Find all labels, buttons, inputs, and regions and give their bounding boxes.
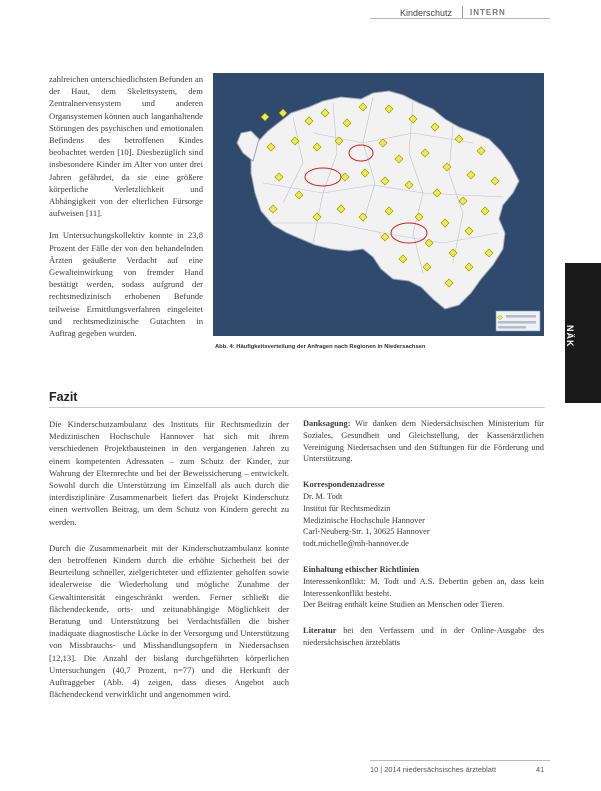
section-title: Fazit	[49, 390, 78, 404]
left-column	[49, 73, 203, 339]
map-legend	[496, 311, 540, 331]
header-separator	[462, 6, 463, 18]
ethics-heading: Einhaltung ethischer Richtlinien	[303, 564, 420, 574]
page-number: 41	[536, 765, 545, 774]
header-rule	[370, 18, 550, 19]
correspondence-line: Institut für Rechtsmedizin	[303, 503, 391, 513]
paragraph: Die Kinderschutzambulanz des Instituts für Rechtsmedizin der Medizinischen Hochschule Hannover hat sich mit ihrem verschiedenen Projektbausteinen in den vergangenen Jahren zu einem kompetenten Adressaten – zum Schutz der Kinder, zur Wahrung der Elternrechte und bei der Beweissicherung – entwickelt. Sowohl durch die Unterstützung im Einzelfall als auch durch die interdisziplinäre Zusammenarbeit liefert das Projekt Kinderschutz einen wertvollen Beitrag, um dem Schutz von Kindern gerecht zu werden.	[49, 419, 289, 527]
section-rule	[49, 407, 545, 408]
acknowledgement-text: Wir danken dem Niedersächsischen Ministerium für Soziales, Gesundheit und Gleichstellung, der Kassenärztlichen Vereinigung Niedersachsen und den Stiftungen für die Förderung und Unterstützung.	[303, 419, 544, 464]
ethics-text: Interessenkonflikt: M. Todt und A.S. Debertin geben an, dass kein Interessenkonflikt besteht.	[303, 576, 544, 598]
correspondence-email: todt.michelle@mh-hannover.de	[303, 539, 409, 549]
section-badge: INTERN	[470, 8, 506, 17]
right-column	[303, 418, 544, 649]
side-tab	[565, 263, 601, 403]
correspondence-heading: Korrespondenzadresse	[303, 480, 385, 490]
running-title: Kinderschutz	[400, 8, 453, 18]
map-figure	[213, 73, 544, 336]
paragraph: Im Untersuchungskollektiv konnte in 23,8 Prozent der Fälle der von den behandelnden Ärzten geäußerte Verdacht auf eine Gewalteinwirkung von fremder Hand bestätigt werden, sodass aufgrund der rechtsmedizinisch erhobenen Befunde teilweise Ermittlungsverfahren eingeleitet und rechtsmedizinische Gutachten in Auftrag gegeben wurden.	[49, 230, 203, 339]
correspondence-line: Medizinische Hochschule Hannover	[303, 515, 425, 525]
correspondence-line: Dr. M. Todt	[303, 491, 343, 501]
correspondence-line: Carl-Neuberg-Str. 1, 30625 Hannover	[303, 527, 430, 537]
literature-text: bei den Verfassern und in der Online-Ausgabe des niedersächsischen ärzteblatts	[303, 626, 545, 647]
acknowledgement	[303, 418, 544, 465]
literature-heading: Literatur	[303, 626, 337, 636]
paragraph: Durch die Zusammenarbeit mit der Kinderschutzambulanz konnte den betroffenen Kindern durch die erhöhte Sicherheit bei der Beurteilung schneller, zielgerichteter und effizienter geholfen sowie idealerweise die Wiederholung und mögliche Zunahme der Gewaltintensität eingeschränkt werden. Ferner schließt die flächendeckende, orts- und zeitunabhängige Möglichkeit der Beratung und Unterstützung bei Verdachtsfällen die bisher inadäquate diagnostische Lücke in der Versorgung und Unterstützung von Missbrauchs- und Misshandlungsopfern in Niedersachsen [12,13]. Die Anzahl der bislang durchgeführten körperlichen Untersuchungen (40,7 Prozent, n=77) und die Herkunft der Auftraggeber (Abb. 4) zeigen, dass dieses Angebot auch flächendeckend verwirklicht und angenommen wird.	[49, 542, 289, 700]
acknowledgement-heading: Danksagung:	[303, 419, 351, 428]
footer-rule	[370, 760, 550, 761]
fazit-column	[49, 418, 289, 700]
literature	[303, 625, 544, 649]
side-tab-label: NÄK	[565, 325, 575, 348]
lower-saxony-map	[213, 73, 544, 336]
paragraph: zahlreichen unterschiedlichsten Befunden an der Haut, dem Skelettsystem, dem Zentralnervensystem und anderen Organsystemen können auch langanhaltende Störungen des psychischen und emotionalen Befindens des betroffenen Kindes beobachtet werden [10]. Diesbezüglich sind insbesondere Kinder im Alter von unter drei Jahren gefährdet, da sie eine größere körperliche Verletzlichkeit und Abhängigkeit von der elterlichen Fürsorge aufweisen [11].	[49, 74, 203, 219]
footer-issue: 10 | 2014 niedersächsisches ärzteblatt	[370, 765, 496, 774]
figure-caption: Abb. 4: Häufigkeitsverteilung der Anfragen nach Regionen in Niedersachsen	[215, 344, 426, 350]
ethics-text: Der Beitrag enthält keine Studien an Menschen oder Tieren.	[303, 600, 505, 610]
